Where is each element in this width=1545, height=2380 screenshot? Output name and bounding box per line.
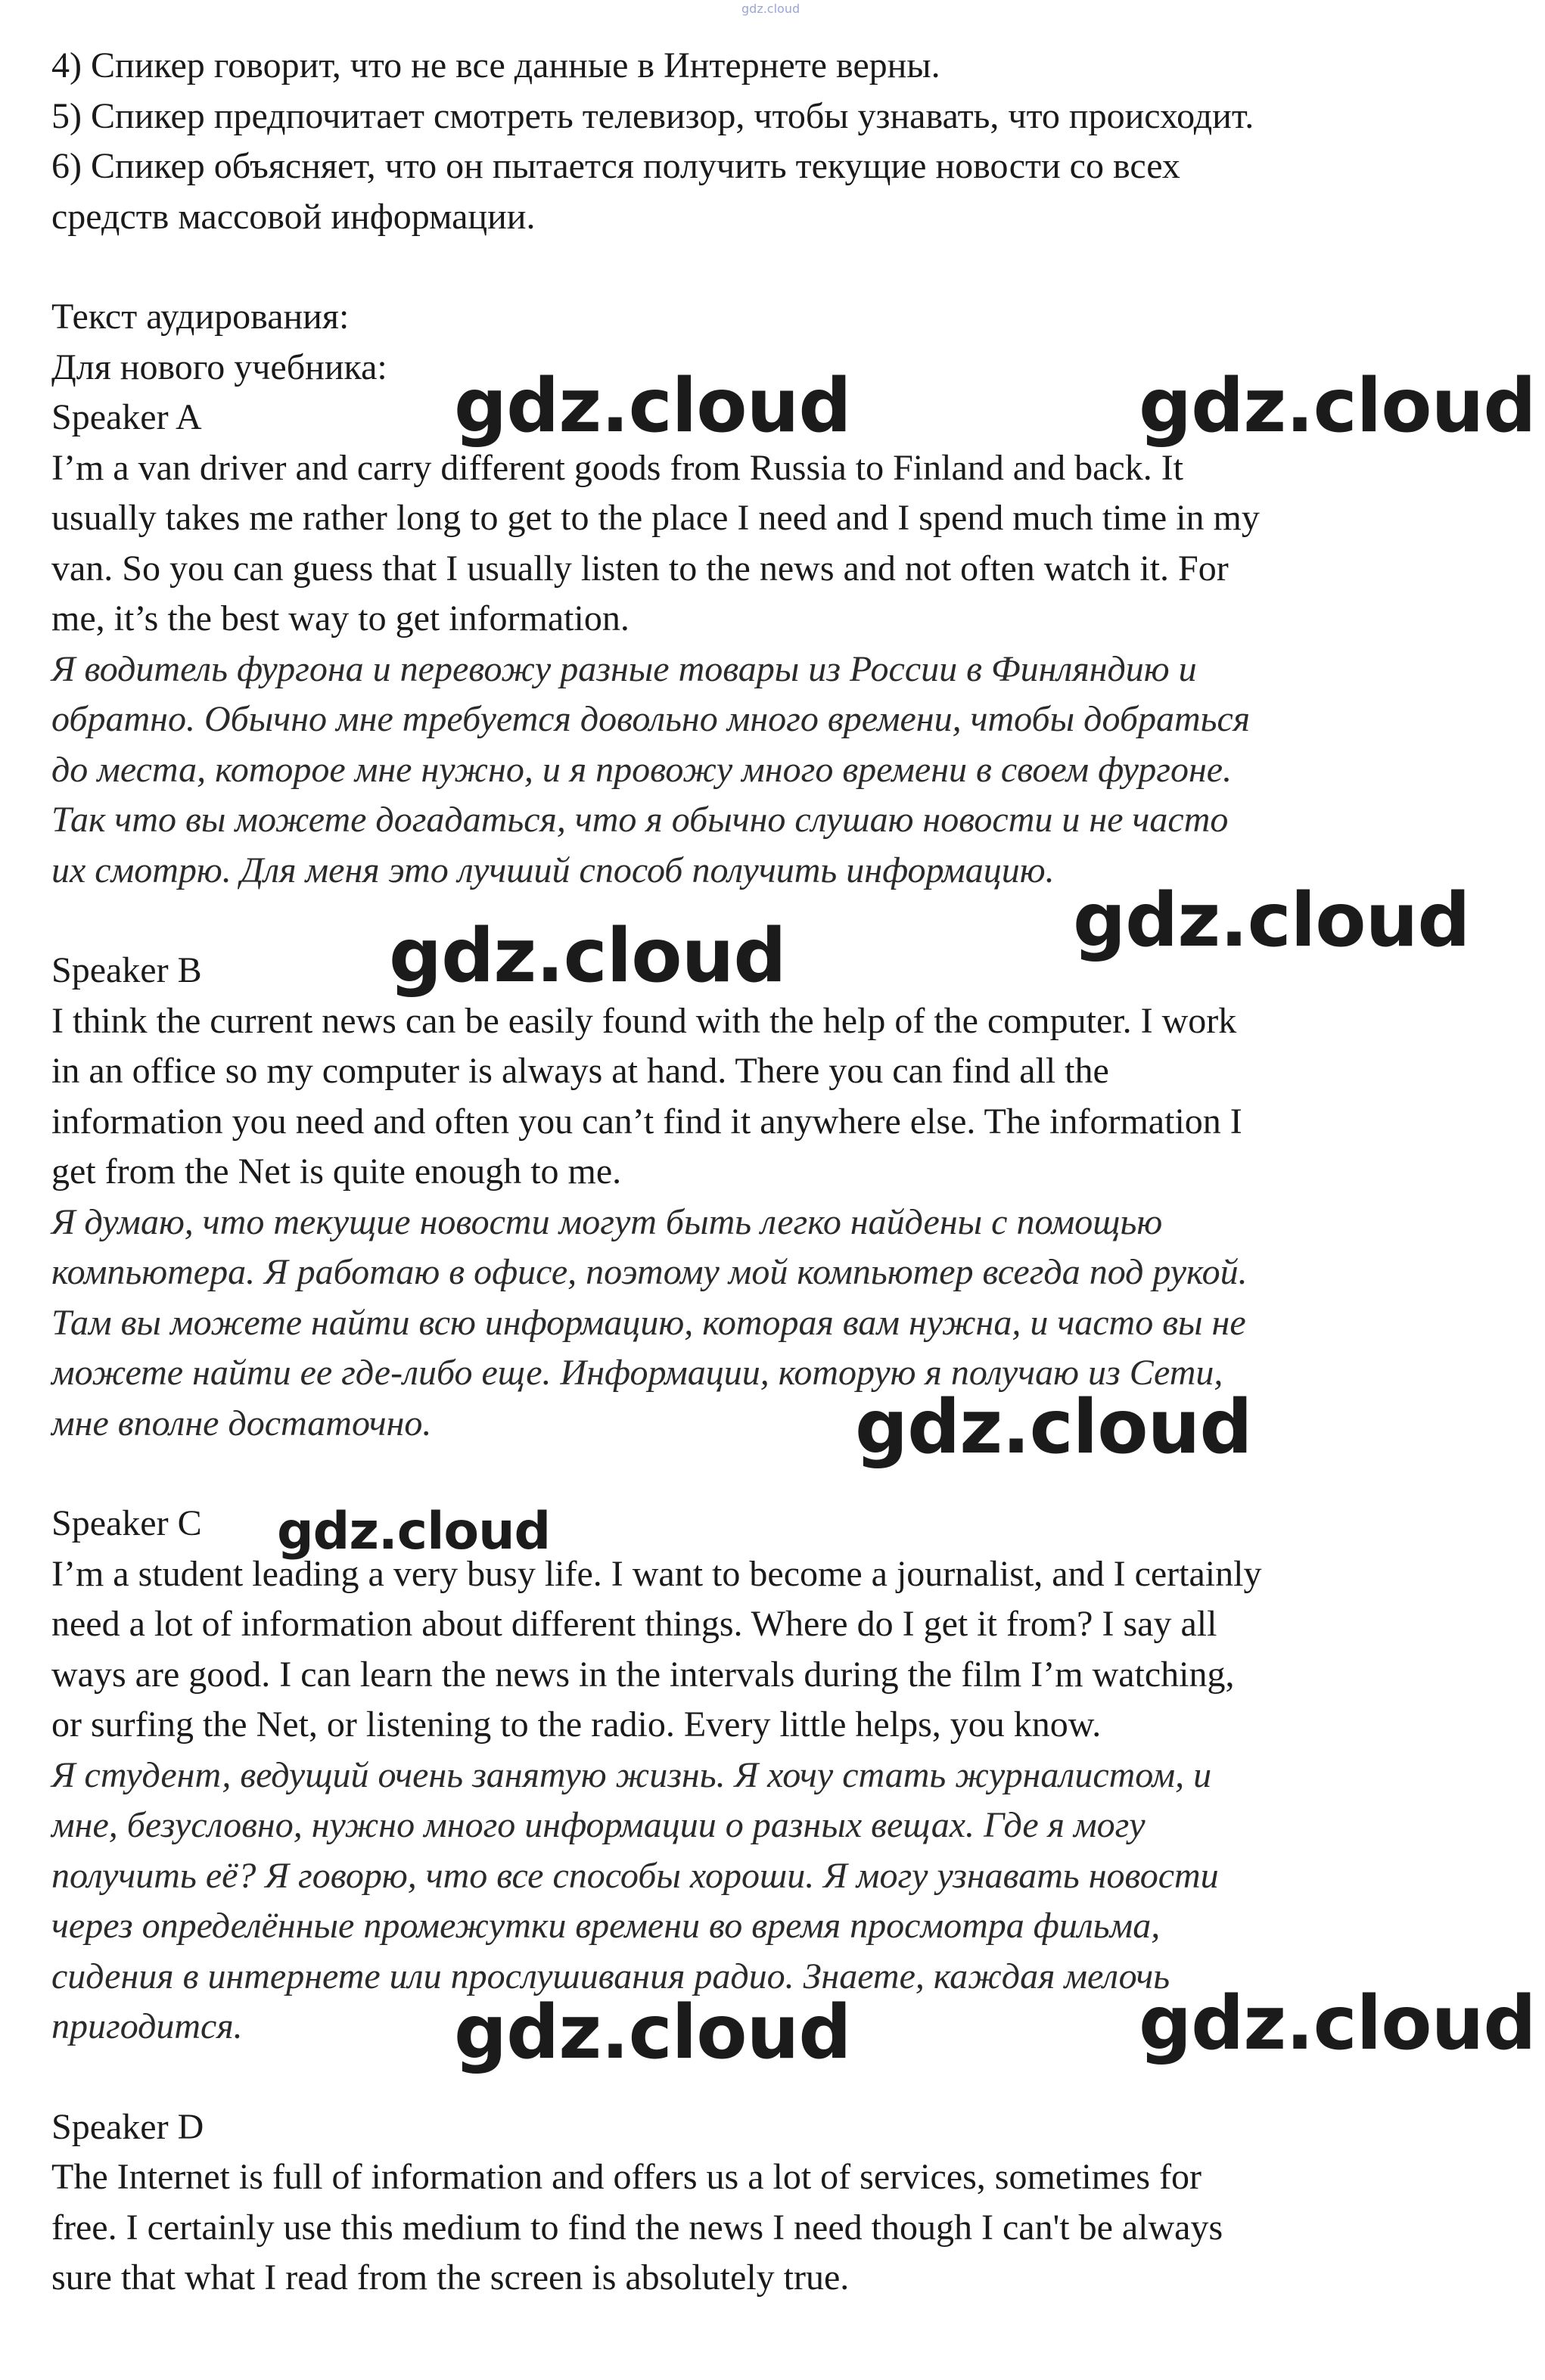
speaker-b-en-line: in an office so my computer is always at hand. There you can find all the xyxy=(51,1051,1109,1091)
speaker-b-en-line: information you need and often you can’t find it anywhere else. The information I xyxy=(51,1101,1242,1142)
speaker-a-en-line: I’m a van driver and carry different goods from Russia to Finland and back. It xyxy=(51,447,1184,488)
speaker-c-ru-line: получить её? Я говорю, что все способы хороши. Я могу узнавать новости xyxy=(51,1855,1219,1896)
speaker-b-en-line: I think the current news can be easily found with the help of the computer. I work xyxy=(51,1000,1237,1041)
speaker-a-ru-line: обратно. Обычно мне требуется довольно много времени, чтобы добраться xyxy=(51,699,1251,739)
speaker-c-block xyxy=(51,1499,1519,2052)
section-title: Текст аудирования: xyxy=(51,297,350,337)
speaker-c-en-line: I’m a student leading a very busy life. I want to become a journalist, and I certainly xyxy=(51,1553,1262,1594)
speaker-a-en-line: van. So you can guess that I usually listen to the news and not often watch it. For xyxy=(51,548,1229,589)
speaker-b-ru-line: Я думаю, что текущие новости могут быть легко найдены с помощью xyxy=(51,1201,1163,1242)
speaker-a-en-line: me, it’s the best way to get information. xyxy=(51,598,630,638)
intro-line: 4) Спикер говорит, что не все данные в Интернете верны. xyxy=(51,45,940,85)
speaker-c-en-line: or surfing the Net, or listening to the radio. Every little helps, you know. xyxy=(51,1704,1102,1745)
watermark: gdz.cloud xyxy=(1073,878,1470,964)
speaker-c-ru-line: через определённые промежутки времени во время просмотра фильма, xyxy=(51,1906,1161,1946)
speaker-a-block xyxy=(51,393,1519,896)
speaker-d-heading: Speaker D xyxy=(51,2106,204,2147)
watermark: gdz.cloud xyxy=(855,1384,1252,1471)
header-watermark: gdz.cloud xyxy=(741,2,800,16)
watermark: gdz.cloud xyxy=(454,1990,851,2076)
speaker-c-ru-line: мне, безусловно, нужно много информации о разных вещах. Где я могу xyxy=(51,1805,1146,1845)
speaker-a-ru-line: Так что вы можете догадаться, что я обычно слушаю новости и не часто xyxy=(51,800,1229,840)
speaker-b-block xyxy=(51,946,1519,1449)
speaker-a-ru-line: до места, которое мне нужно, и я провожу много времени в своем фургоне. xyxy=(51,749,1233,790)
speaker-d-en-line: sure that what I read from the screen is absolutely true. xyxy=(51,2257,850,2298)
speaker-b-heading: Speaker B xyxy=(51,950,202,990)
watermark: gdz.cloud xyxy=(277,1502,551,1561)
speaker-a-ru-line: их смотрю. Для меня это лучший способ получить информацию. xyxy=(51,850,1055,890)
speaker-b-ru-line: Там вы можете найти всю информацию, которая вам нужна, и часто вы не xyxy=(51,1302,1246,1343)
speaker-c-ru-line: сидения в интернете или прослушивания радио. Знаете, каждая мелочь xyxy=(51,1956,1170,1996)
speaker-d-block xyxy=(51,2102,1519,2304)
speaker-b-ru-line: можете найти ее где-либо еще. Информации, которую я получаю из Сети, xyxy=(51,1353,1223,1393)
watermark: gdz.cloud xyxy=(454,363,851,449)
speaker-c-ru-line: Я студент, ведущий очень занятую жизнь. Я хочу стать журналистом, и xyxy=(51,1754,1212,1795)
speaker-a-heading: Speaker A xyxy=(51,397,202,437)
speaker-c-heading: Speaker C xyxy=(51,1503,202,1543)
speaker-a-ru-line: Я водитель фургона и перевожу разные товары из России в Финляндию и xyxy=(51,648,1197,689)
speaker-d-en-line: free. I certainly use this medium to find the news I need though I can't be always xyxy=(51,2207,1223,2248)
watermark: gdz.cloud xyxy=(1139,363,1536,449)
speaker-c-ru-line: пригодится. xyxy=(51,2006,243,2046)
intro-line: 5) Спикер предпочитает смотреть телевизор, чтобы узнавать, что происходит. xyxy=(51,95,1254,136)
intro-list xyxy=(51,41,1519,242)
speaker-b-ru-line: мне вполне достаточно. xyxy=(51,1403,432,1443)
intro-line: средств массовой информации. xyxy=(51,196,536,237)
speaker-c-en-line: ways are good. I can learn the news in the intervals during the film I’m watching, xyxy=(51,1654,1235,1695)
intro-line: 6) Спикер объясняет, что он пытается получить текущие новости со всех xyxy=(51,146,1180,186)
speaker-a-en-line: usually takes me rather long to get to the place I need and I spend much time in my xyxy=(51,498,1260,538)
speaker-b-en-line: get from the Net is quite enough to me. xyxy=(51,1151,622,1192)
speaker-b-ru-line: компьютера. Я работаю в офисе, поэтому мой компьютер всегда под рукой. xyxy=(51,1252,1248,1292)
watermark: gdz.cloud xyxy=(1139,1981,1536,2067)
watermark: gdz.cloud xyxy=(389,913,786,999)
section-subtitle: Для нового учебника: xyxy=(51,346,387,387)
speaker-c-en-line: need a lot of information about different things. Where do I get it from? I say all xyxy=(51,1604,1217,1644)
speaker-d-en-line: The Internet is full of information and offers us a lot of services, sometimes for xyxy=(51,2157,1202,2197)
